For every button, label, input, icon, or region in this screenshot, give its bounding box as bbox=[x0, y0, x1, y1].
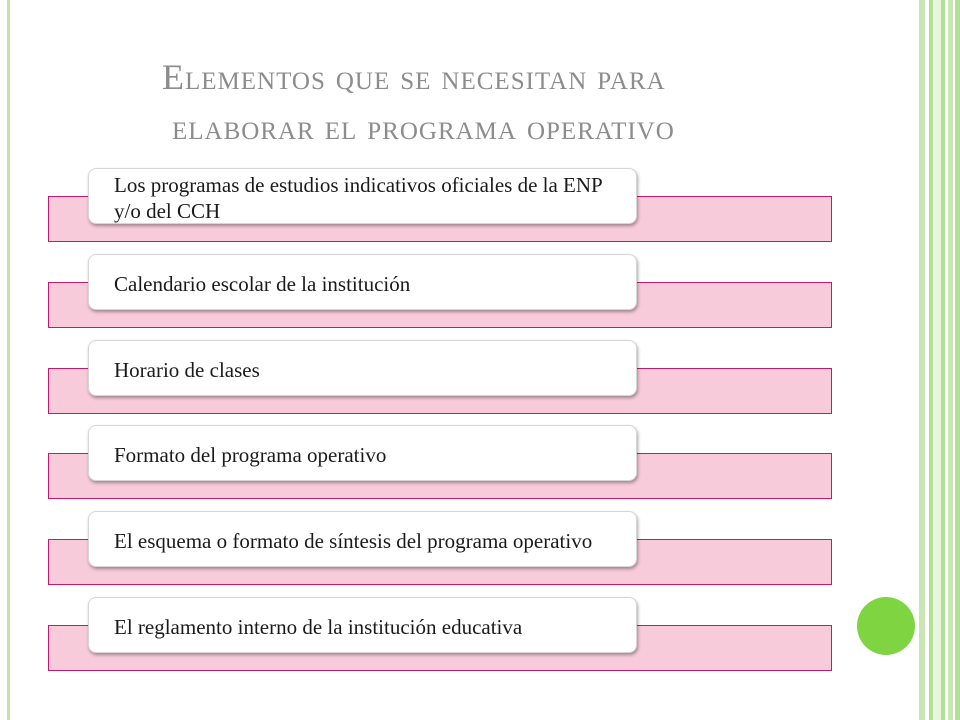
item-text: El esquema o formato de síntesis del programa operativo bbox=[114, 528, 593, 553]
item-box bbox=[88, 168, 637, 224]
title-line-1: Elementos que se necesitan para bbox=[162, 57, 666, 97]
item-box bbox=[88, 511, 637, 567]
item-box bbox=[88, 425, 637, 481]
item-text: Horario de clases bbox=[114, 357, 260, 382]
item-box bbox=[88, 254, 637, 310]
list-item bbox=[0, 254, 960, 340]
title-line-2: elaborar el programa operativo bbox=[172, 107, 675, 147]
item-box bbox=[88, 340, 637, 396]
list-item bbox=[0, 511, 960, 597]
list-item bbox=[0, 597, 960, 683]
list-item bbox=[0, 425, 960, 511]
item-text: Calendario escolar de la institución bbox=[114, 271, 411, 296]
list-item bbox=[0, 168, 960, 254]
item-text: El reglamento interno de la institución educativa bbox=[114, 614, 523, 639]
list-item bbox=[0, 340, 960, 426]
item-text: Formato del programa operativo bbox=[114, 442, 387, 467]
item-box bbox=[88, 597, 637, 653]
item-text: Los programas de estudios indicativos oficiales de la ENP y/o del CCH bbox=[114, 172, 602, 223]
